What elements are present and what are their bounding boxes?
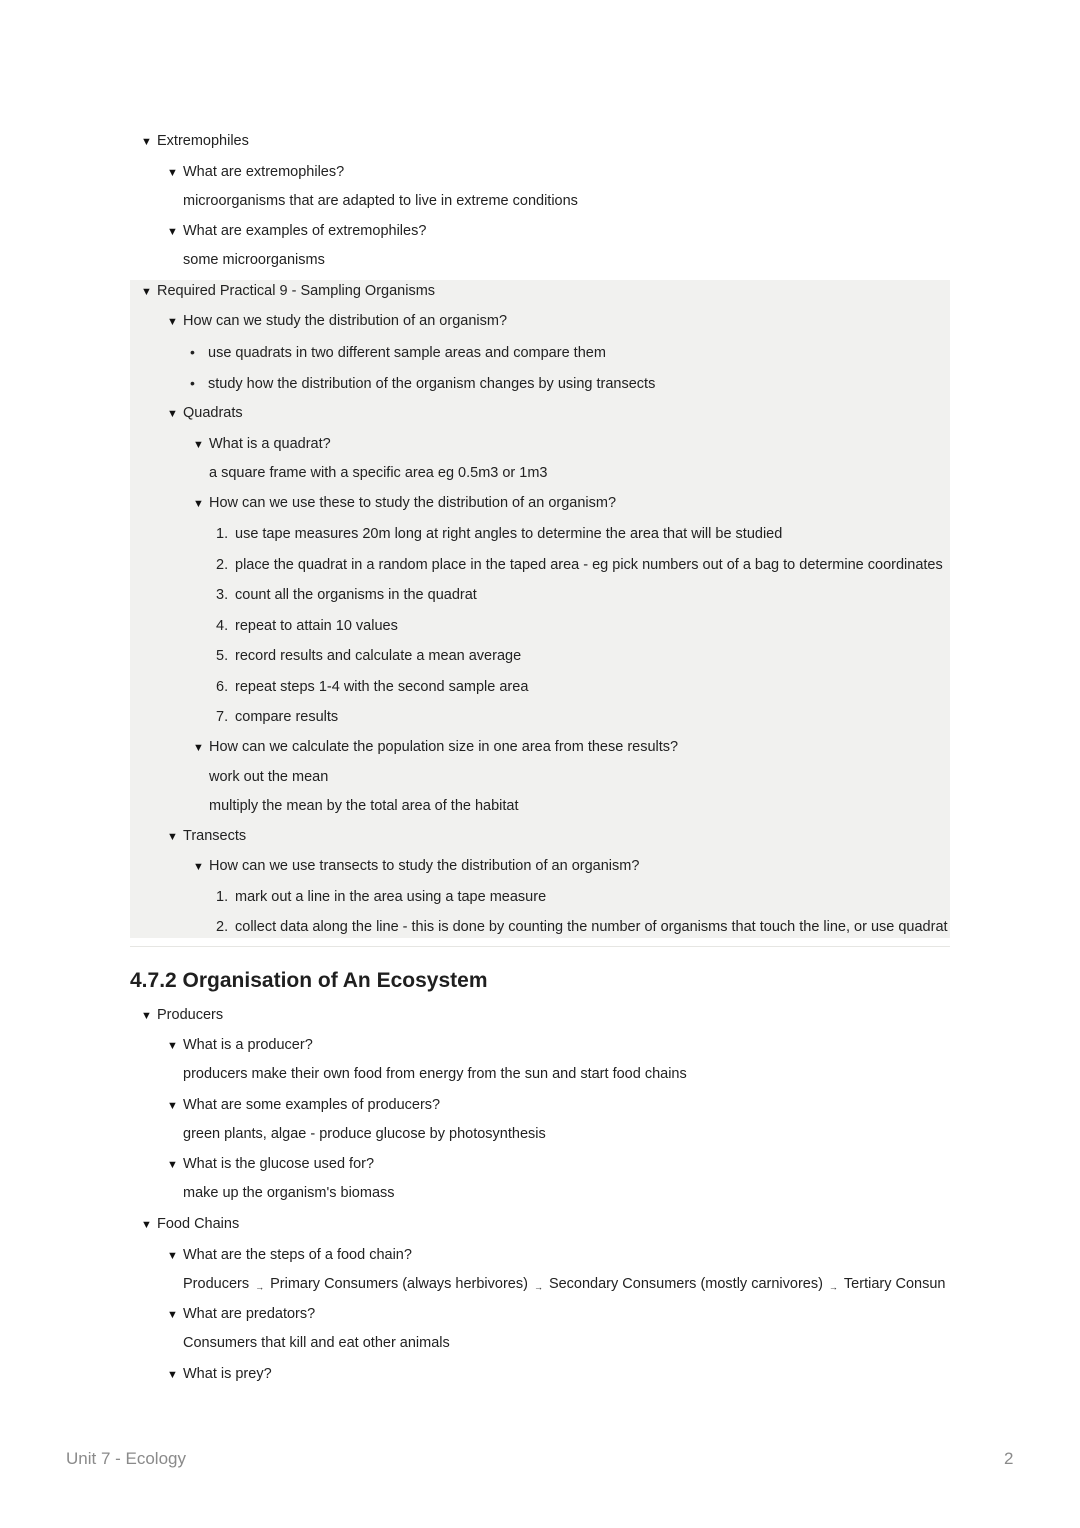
question-text: What are examples of extremophiles?	[183, 223, 427, 239]
numbered-step	[216, 525, 782, 543]
triangle-down-icon[interactable]: ▼	[167, 408, 178, 420]
toggle-question[interactable]	[193, 857, 639, 876]
toggle-question[interactable]	[167, 222, 426, 241]
numbered-step	[216, 556, 943, 574]
food-chain-sequence	[183, 1275, 951, 1294]
toggle-extremophiles[interactable]	[141, 132, 249, 151]
step-text: record results and calculate a mean average	[235, 648, 522, 664]
triangle-down-icon[interactable]: ▼	[167, 1159, 178, 1171]
numbered-step	[216, 888, 546, 906]
toggle-question[interactable]	[167, 1305, 315, 1324]
toggle-title: Transects	[183, 828, 247, 844]
triangle-down-icon[interactable]: ▼	[167, 226, 178, 238]
question-text: What is prey?	[183, 1366, 272, 1382]
question-text: What are predators?	[183, 1306, 316, 1322]
toggle-question[interactable]	[193, 738, 678, 757]
question-text: What is the glucose used for?	[183, 1156, 375, 1172]
chain-step: Secondary Consumers (mostly carnivores)	[548, 1276, 823, 1292]
step-text: count all the organisms in the quadrat	[235, 587, 477, 603]
list-item	[190, 374, 655, 393]
toggle-title: Required Practical 9 - Sampling Organisms	[157, 283, 436, 299]
question-text: How can we use these to study the distribution of an organism?	[209, 495, 617, 511]
step-number: 2.	[216, 919, 229, 935]
step-number: 1.	[216, 889, 229, 905]
triangle-down-icon[interactable]: ▼	[167, 1100, 178, 1112]
section-divider	[130, 946, 950, 947]
answer-text: some microorganisms	[183, 252, 325, 268]
triangle-down-icon[interactable]: ▼	[141, 1219, 152, 1231]
question-text: How can we use transects to study the distribution of an organism?	[209, 858, 640, 874]
chain-step: Tertiary Consun	[843, 1276, 946, 1292]
toggle-question[interactable]	[167, 1246, 412, 1265]
toggle-food-chains[interactable]	[141, 1215, 239, 1234]
question-text: What are the steps of a food chain?	[183, 1247, 412, 1263]
step-text: collect data along the line - this is done by counting the number of organisms that touch the line, or use quadrat	[235, 919, 948, 935]
question-text: What are some examples of producers?	[183, 1097, 441, 1113]
step-text: mark out a line in the area using a tape measure	[235, 889, 547, 905]
toggle-question[interactable]	[193, 435, 331, 454]
arrow-right-icon: →	[828, 1282, 838, 1292]
arrow-right-icon: →	[533, 1282, 543, 1292]
triangle-down-icon[interactable]: ▼	[167, 831, 178, 843]
toggle-required-practical[interactable]	[141, 282, 435, 301]
numbered-step	[216, 918, 950, 936]
section-heading: 4.7.2 Organisation of An Ecosystem	[130, 969, 488, 992]
question-text: What are extremophiles?	[183, 164, 345, 180]
toggle-title: Producers	[157, 1007, 224, 1023]
numbered-step	[216, 647, 521, 665]
chain-step: Primary Consumers (always herbivores)	[270, 1276, 528, 1292]
bullet-icon: •	[190, 344, 195, 360]
answer-text: Consumers that kill and eat other animals	[183, 1335, 450, 1351]
numbered-step	[216, 678, 528, 696]
triangle-down-icon[interactable]: ▼	[193, 861, 204, 873]
triangle-down-icon[interactable]: ▼	[167, 1040, 178, 1052]
toggle-question[interactable]	[167, 163, 344, 182]
numbered-step	[216, 586, 477, 604]
footer-unit-title: Unit 7 - Ecology	[66, 1449, 186, 1468]
arrow-right-icon: →	[255, 1282, 265, 1292]
answer-text: a square frame with a specific area eg 0.5m3 or 1m3	[209, 465, 548, 481]
triangle-down-icon[interactable]: ▼	[141, 136, 152, 148]
toggle-title: Food Chains	[157, 1216, 240, 1232]
toggle-quadrats[interactable]	[167, 404, 243, 423]
question-text: How can we study the distribution of an organism?	[183, 313, 508, 329]
triangle-down-icon[interactable]: ▼	[193, 439, 204, 451]
step-text: repeat to attain 10 values	[235, 618, 398, 634]
triangle-down-icon[interactable]: ▼	[167, 167, 178, 179]
answer-text: producers make their own food from energy from the sun and start food chains	[183, 1066, 687, 1082]
step-text: use tape measures 20m long at right angles to determine the area that will be studied	[235, 526, 783, 542]
answer-text: make up the organism's biomass	[183, 1185, 395, 1201]
toggle-transects[interactable]	[167, 827, 246, 846]
list-item-text: use quadrats in two different sample areas and compare them	[208, 345, 606, 361]
chain-step: Producers	[183, 1276, 250, 1292]
step-number: 3.	[216, 587, 229, 603]
step-number: 2.	[216, 557, 229, 573]
triangle-down-icon[interactable]: ▼	[167, 1369, 178, 1381]
toggle-title: Extremophiles	[157, 133, 249, 149]
question-text: How can we calculate the population size in one area from these results?	[209, 739, 679, 755]
bullet-icon: •	[190, 375, 195, 391]
step-text: place the quadrat in a random place in the taped area - eg pick numbers out of a bag to determine coordinates	[235, 557, 943, 573]
toggle-question[interactable]	[193, 494, 616, 513]
step-number: 1.	[216, 526, 229, 542]
step-number: 6.	[216, 679, 229, 695]
list-item	[190, 343, 606, 362]
list-item-text: study how the distribution of the organism changes by using transects	[208, 376, 656, 392]
triangle-down-icon[interactable]: ▼	[141, 1010, 152, 1022]
triangle-down-icon[interactable]: ▼	[167, 1309, 178, 1321]
numbered-step	[216, 617, 398, 635]
toggle-question[interactable]	[167, 1036, 313, 1055]
step-text: repeat steps 1-4 with the second sample area	[235, 679, 529, 695]
answer-text: microorganisms that are adapted to live in extreme conditions	[183, 193, 578, 209]
numbered-step	[216, 708, 338, 726]
toggle-producers[interactable]	[141, 1006, 223, 1025]
answer-text: work out the mean	[209, 769, 329, 785]
triangle-down-icon[interactable]: ▼	[167, 316, 178, 328]
question-text: What is a quadrat?	[209, 436, 331, 452]
answer-text: multiply the mean by the total area of the habitat	[209, 798, 519, 814]
toggle-question[interactable]	[167, 312, 507, 331]
step-number: 4.	[216, 618, 229, 634]
triangle-down-icon[interactable]: ▼	[193, 742, 204, 754]
toggle-question[interactable]	[167, 1096, 440, 1115]
toggle-title: Quadrats	[183, 405, 243, 421]
step-text: compare results	[235, 709, 339, 725]
page-number: 2	[1004, 1449, 1014, 1468]
toggle-question[interactable]	[167, 1155, 374, 1174]
answer-text: green plants, algae - produce glucose by photosynthesis	[183, 1126, 546, 1142]
toggle-question[interactable]	[167, 1365, 272, 1384]
triangle-down-icon[interactable]: ▼	[193, 498, 204, 510]
step-number: 5.	[216, 648, 229, 664]
question-text: What is a producer?	[183, 1037, 313, 1053]
triangle-down-icon[interactable]: ▼	[167, 1250, 178, 1262]
step-number: 7.	[216, 709, 229, 725]
triangle-down-icon[interactable]: ▼	[141, 286, 152, 298]
